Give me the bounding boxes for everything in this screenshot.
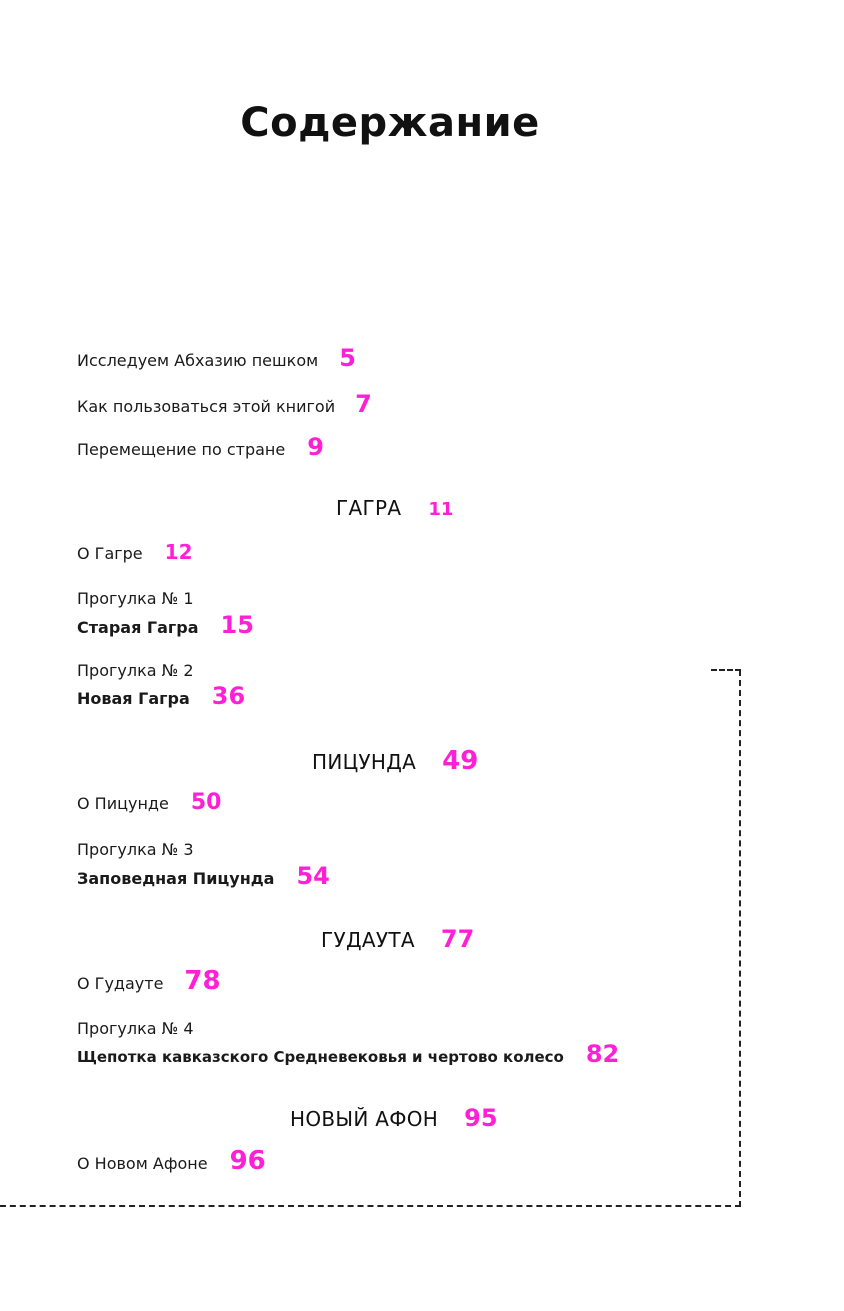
toc-entry-explore-on-foot[interactable] (77, 344, 356, 372)
toc-page-number: 78 (184, 966, 221, 996)
toc-entry-label: Новая Гагра (77, 689, 190, 708)
dashed-frame-top-segment (711, 669, 741, 671)
section-title: НОВЫЙ АФОН (290, 1107, 439, 1131)
toc-entry-label: Перемещение по стране (77, 440, 286, 459)
toc-entry-old-gagra[interactable] (77, 611, 254, 639)
toc-entry-label: О Пицунде (77, 794, 169, 813)
toc-page-number: 50 (190, 790, 222, 815)
section-title: ГАГРА (336, 496, 402, 520)
section-page-number: 11 (428, 499, 454, 520)
toc-page-number: 7 (355, 390, 372, 418)
toc-entry-how-to-use[interactable] (77, 390, 372, 418)
toc-page-number: 15 (220, 611, 254, 639)
toc-entry-label: О Гудауте (77, 974, 164, 993)
dashed-frame-divider (0, 670, 741, 1207)
walk-number: Прогулка № 2 (77, 661, 194, 680)
toc-entry-label: Как пользоваться этой книгой (77, 397, 336, 416)
walk-number: Прогулка № 1 (77, 589, 194, 608)
section-gagra[interactable] (336, 496, 453, 520)
toc-entry-label: Щепотка кавказского Средневековья и чертово колесо (77, 1048, 564, 1066)
toc-page-number: 36 (211, 682, 246, 710)
section-title: ПИЦУНДА (312, 750, 417, 774)
toc-entry-label: Заповедная Пицунда (77, 869, 275, 888)
toc-entry-label: Старая Гагра (77, 618, 199, 637)
toc-entry-label: Исследуем Абхазию пешком (77, 351, 319, 370)
toc-page-number: 54 (296, 862, 330, 890)
section-page-number: 49 (442, 746, 479, 776)
toc-page-number: 96 (229, 1146, 266, 1176)
toc-page-number: 82 (585, 1040, 620, 1068)
section-page-number: 95 (464, 1104, 498, 1132)
toc-page-number: 5 (339, 344, 356, 372)
toc-entry-getting-around[interactable] (77, 433, 324, 461)
toc-page-number: 12 (164, 540, 193, 564)
walk-number: Прогулка № 4 (77, 1019, 194, 1038)
section-title: ГУДАУТА (321, 928, 415, 952)
page-title: Содержание (240, 100, 540, 146)
toc-entry-about-gagra[interactable] (77, 540, 193, 564)
section-page-number: 77 (440, 925, 475, 953)
toc-entry-label: О Новом Афоне (77, 1154, 208, 1173)
toc-page-number: 9 (307, 433, 324, 461)
toc-entry-label: О Гагре (77, 544, 143, 563)
walk-number: Прогулка № 3 (77, 840, 194, 859)
